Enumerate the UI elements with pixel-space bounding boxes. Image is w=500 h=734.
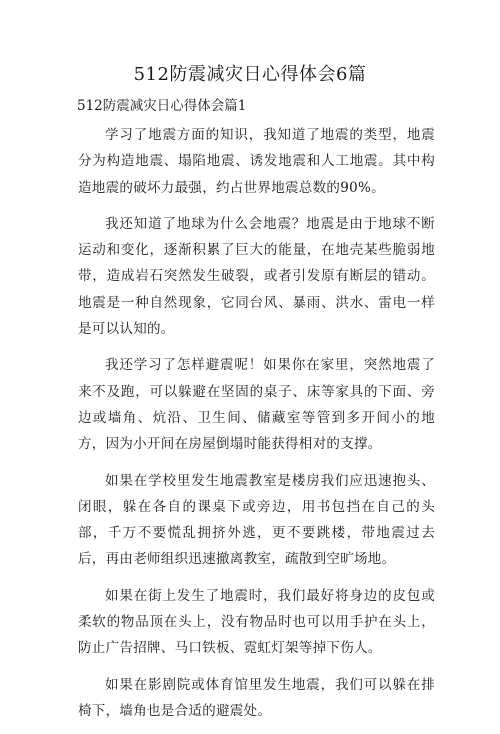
paragraph: 学习了地震方面的知识，我知道了地震的类型，地震分为构造地震、塌陷地震、诱发地震和人工地震。其中构造地震的破坏力最强，约占世界地震总数的90%。 (78, 127, 435, 196)
paragraph: 如果在学校里发生地震教室是楼房我们应迅速抱头、闭眼，躲在各自的课桌下或旁边，用书包挡在自己的头部，千万不要慌乱拥挤外逃，更不要跳楼，带地震过去后，再由老师组织迅速撤离教室，疏散到空旷场地。 (78, 472, 435, 568)
document-title: 512防震减灾日心得体会6篇 (133, 64, 367, 85)
document-body (78, 122, 435, 734)
paragraph: 我还学习了怎样避震呢！如果你在家里，突然地震了来不及跑，可以躲避在坚固的桌子、床等家具的下面、旁边或墙角、炕沿、卫生间、储藏室等管到多开间小的地方，因为小开间在房屋倒塌时能获得相对的支撑。 (78, 357, 435, 453)
paragraph: 如果在街上发生了地震时，我们最好将身边的皮包或柔软的物品顶在头上，没有物品时也可以用手护在头上，防止广告招牌、马口铁板、霓虹灯架等掉下伤人。 (78, 587, 435, 657)
paragraph: 我还知道了地球为什么会地震？地震是由于地球不断运动和变化，逐渐积累了巨大的能量，在地壳某些脆弱地带，造成岩石突然发生破裂，或者引发原有断层的错动。地震是一种自然现象，它同台风、暴雨、洪水、雷电一样是可以认知的。 (78, 215, 435, 338)
paragraph: 如果在影剧院或体育馆里发生地震，我们可以躲在排椅下，墙角也是合适的避震处。 (78, 676, 435, 719)
section-heading: 512防震减灾日心得体会篇1 (77, 98, 247, 114)
